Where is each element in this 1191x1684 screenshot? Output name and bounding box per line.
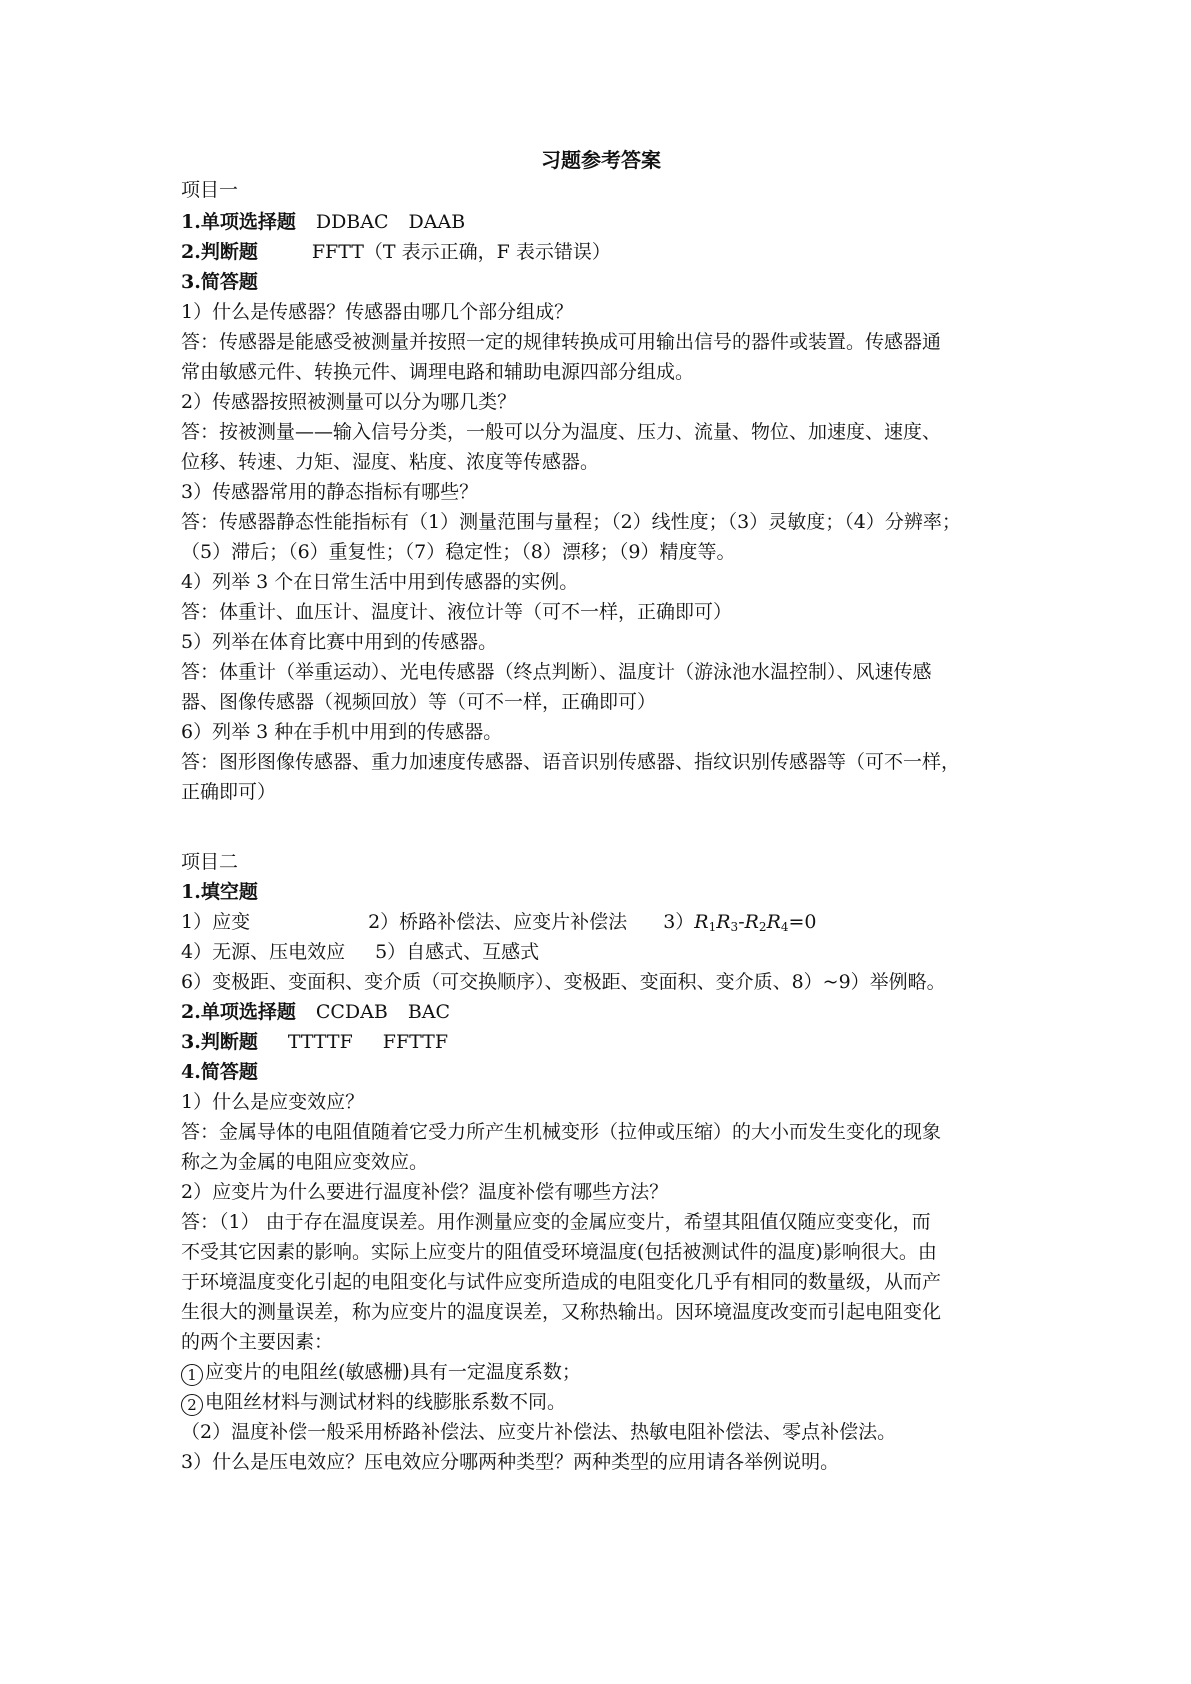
circled-number-1: 1 — [181, 1364, 203, 1386]
p2-text-line: 的两个主要因素： — [181, 1331, 334, 1353]
p2-text-line: 生很大的测量误差，称为应变片的温度误差，又称热输出。因环境温度改变而引起电阻变化 — [181, 1301, 942, 1323]
p1-q1-answer-a: DDBAC — [315, 211, 389, 233]
p1-text-line: 5）列举在体育比赛中用到的传感器。 — [181, 631, 498, 653]
p1-q1-label: 1.单项选择题 — [181, 211, 296, 233]
p2-q3-answer-a: TTTTF — [287, 1031, 353, 1053]
p1-text-line: 2）传感器按照被测量可以分为哪几类？ — [181, 391, 517, 413]
circled-item-2 — [181, 1390, 566, 1416]
p1-text-line: 答：图形图像传感器、重力加速度传感器、语音识别传感器、指纹识别传感器等（可不一样， — [181, 751, 961, 773]
p2-q2-answer-b: BAC — [407, 1001, 451, 1023]
fill-answer-4: 4）无源、压电效应 — [181, 941, 346, 963]
p1-text-line: 答：传感器是能感受被测量并按照一定的规律转换成可用输出信号的器件或装置。传感器通 — [181, 331, 942, 353]
circled-number-2: 2 — [181, 1394, 203, 1416]
p1-q2-label: 2.判断题 — [181, 241, 258, 263]
fill-answer-5: 5）自感式、互感式 — [375, 941, 540, 963]
circled-item-2-text: 电阻丝材料与测试材料的线膨胀系数不同。 — [205, 1391, 567, 1413]
circled-item-1 — [181, 1360, 581, 1386]
p2-q2-answer-a: CCDAB — [315, 1001, 388, 1023]
p1-q1-row — [181, 210, 465, 234]
p1-text-line: 器、图像传感器（视频回放）等（可不一样，正确即可） — [181, 691, 657, 713]
p2-text-line: 3）什么是压电效应？压电效应分哪两种类型？两种类型的应用请各举例说明。 — [181, 1451, 840, 1473]
p1-text-line: 4）列举 3 个在日常生活中用到传感器的实例。 — [181, 571, 579, 593]
p1-text-line: 答：体重计、血压计、温度计、液位计等（可不一样，正确即可） — [181, 601, 733, 623]
p1-q3-label: 3.简答题 — [181, 271, 258, 293]
p1-q1-answer-b: DAAB — [408, 211, 466, 233]
p2-q3-label: 3.判断题 — [181, 1031, 258, 1053]
p2-text-line: 答：（1） 由于存在温度误差。用作测量应变的金属应变片，希望其阻值仅随应变变化，而 — [181, 1211, 931, 1233]
p2-q4-label: 4.简答题 — [181, 1061, 258, 1083]
p2-text-line: 于环境温度变化引起的电阻变化与试件应变所造成的电阻变化几乎有相同的数量级，从而产 — [181, 1271, 942, 1293]
p2-text-line: 称之为金属的电阻应变效应。 — [181, 1151, 429, 1173]
p2-q3-row — [181, 1030, 448, 1054]
p1-text-line: 1）什么是传感器？传感器由哪几个部分组成？ — [181, 301, 574, 323]
p1-text-line: 常由敏感元件、转换元件、调理电路和辅助电源四部分组成。 — [181, 361, 695, 383]
p2-text-line: 不受其它因素的影响。实际上应变片的阻值受环境温度(包括被测试件的温度)影响很大。由 — [181, 1241, 937, 1263]
p1-text-line: 答：按被测量——输入信号分类，一般可以分为温度、压力、流量、物位、加速度、速度、 — [181, 421, 942, 443]
p1-text-line: 答：体重计（举重运动）、光电传感器（终点判断）、温度计（游泳池水温控制）、风速传感 — [181, 661, 932, 683]
p2-q1-label: 1.填空题 — [181, 881, 258, 903]
p2-text-line: 2）应变片为什么要进行温度补偿？温度补偿有哪些方法？ — [181, 1181, 669, 1203]
p1-text-line: 3）传感器常用的静态指标有哪些？ — [181, 481, 479, 503]
p2-fill-row-2 — [181, 940, 539, 964]
project-1-heading: 项目一 — [181, 179, 239, 201]
fill-answer-2: 2）桥路补偿法、应变片补偿法 — [368, 911, 628, 933]
p1-q2-row — [181, 240, 611, 264]
p1-text-line: 答：传感器静态性能指标有（1）测量范围与量程；（2）线性度；（3）灵敏度；（4）分辨率； — [181, 511, 961, 533]
p1-text-line: 位移、转速、力矩、湿度、粘度、浓度等传感器。 — [181, 451, 600, 473]
page-title: 习题参考答案 — [541, 148, 661, 172]
p2-text-line: 答：金属导体的电阻值随着它受力所产生机械变形（拉伸或压缩）的大小而发生变化的现象 — [181, 1121, 942, 1143]
circled-item-1-text: 应变片的电阻丝(敏感栅)具有一定温度系数； — [205, 1361, 581, 1383]
p2-q3-answer-b: FFTTF — [382, 1031, 449, 1053]
fill-answer-1: 1）应变 — [181, 911, 251, 933]
fill-answer-3: $3)R_1R_3-R_2R_4=0$ — [663, 911, 817, 934]
p1-q2-answer: FFTT（T 表示正确，F 表示错误） — [311, 241, 611, 263]
p2-q2-row — [181, 1000, 450, 1024]
p1-text-line: 正确即可） — [181, 781, 277, 803]
fill-answer-6: 6）变极距、变面积、变介质（可交换顺序）、变极距、变面积、变介质、8）~9）举例略。 — [181, 971, 946, 993]
project-2-heading: 项目二 — [181, 851, 239, 873]
p1-text-line: （5）滞后；（6）重复性；（7）稳定性；（8）漂移；（9）精度等。 — [181, 541, 736, 563]
p2-text-line: 1）什么是应变效应？ — [181, 1091, 365, 1113]
p2-text-line: （2）温度补偿一般采用桥路补偿法、应变片补偿法、热敏电阻补偿法、零点补偿法。 — [181, 1421, 897, 1443]
p2-q2-label: 2.单项选择题 — [181, 1001, 296, 1023]
p1-text-line: 6）列举 3 种在手机中用到的传感器。 — [181, 721, 503, 743]
p2-fill-row-1 — [181, 910, 817, 939]
